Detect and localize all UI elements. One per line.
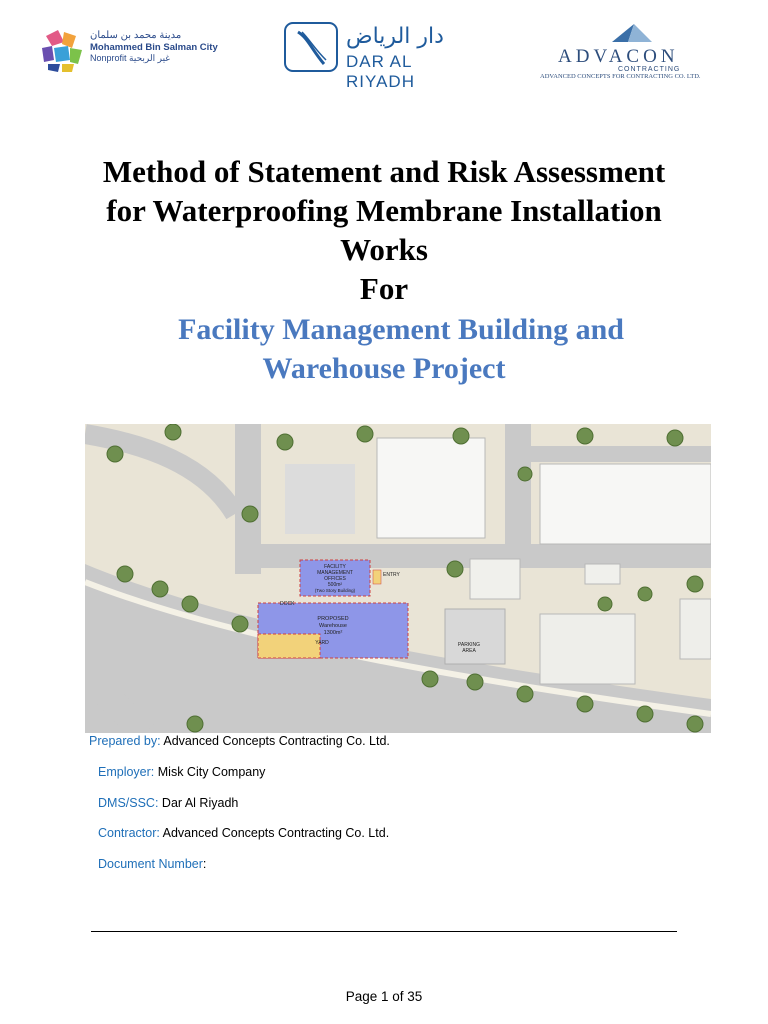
dms-ssc	[98, 796, 238, 811]
dar-arabic-name: دار الرياض	[346, 24, 444, 49]
contractor-value: Advanced Concepts Contracting Co. Ltd.	[162, 826, 390, 840]
employer	[98, 765, 265, 780]
employer-label: Employer:	[98, 765, 155, 779]
mbs-arabic-name: مدينة محمد بن سلمان	[90, 30, 182, 41]
advacon-sub: CONTRACTING	[618, 66, 681, 73]
title-line-4: For	[359, 271, 409, 306]
wh-label-3: 1300m²	[323, 630, 343, 636]
advacon-name: ADVACON	[558, 46, 679, 67]
title-line-1: Method of Statement and Risk Assessment	[102, 154, 666, 189]
project-line-2: Warehouse Project	[262, 352, 506, 385]
fm-label-4: 500m²	[327, 582, 343, 588]
entry-label: ENTRY	[383, 572, 400, 578]
dar-al-riyadh-logo	[284, 22, 480, 91]
dms-value: Dar Al Riyadh	[161, 796, 239, 810]
document-number-label: Document Number	[98, 857, 203, 871]
dar-swoosh-icon	[286, 24, 336, 70]
mbs-logo-text	[90, 30, 218, 64]
title-line-2: for Waterproofing Membrane Installation	[106, 193, 662, 228]
document-number: Document Number:	[98, 857, 207, 871]
fm-label-3: OFFICES	[324, 576, 346, 582]
employer-value: Misk City Company	[157, 765, 266, 779]
parking-label-1: PARKING	[457, 642, 481, 648]
wh-label-1: PROPOSED	[317, 616, 349, 622]
mbs-english-name: Mohammed Bin Salman City	[90, 42, 218, 53]
fm-label-2: MANAGEMENT	[317, 570, 353, 576]
horizontal-rule	[91, 931, 677, 932]
advacon-logo-mark	[608, 22, 656, 44]
contractor-label: Contractor:	[98, 826, 160, 840]
dar-english-name: DAR AL RIYADH	[346, 52, 415, 91]
prepared-by-label: Prepared by:	[89, 734, 161, 748]
wh-label-2: Warehouse	[319, 623, 347, 629]
prepared-by-value: Advanced Concepts Contracting Co. Ltd.	[163, 734, 390, 748]
prepared-by	[89, 734, 390, 749]
fm-label-5: (Two Story Building)	[314, 588, 356, 593]
advacon-full-name: ADVANCED CONCEPTS FOR CONTRACTING CO. LTD.	[540, 73, 701, 80]
title-line-3: Works	[340, 232, 428, 267]
yard-label: YARD	[315, 640, 329, 646]
dock-label: DOCK	[280, 601, 295, 607]
mbs-city-logo	[38, 22, 228, 78]
parking-label-2: AREA	[462, 648, 476, 654]
dar-logo-mark	[284, 22, 338, 72]
dms-label: DMS/SSC:	[98, 796, 159, 810]
mbs-nonprofit: Nonprofit غير الربحية	[90, 53, 170, 63]
mbs-logo-mark	[38, 26, 86, 74]
advacon-logo	[536, 22, 736, 80]
page-number: Page 1 of 35	[345, 989, 423, 1004]
project-line-1: Facility Management Building and	[178, 313, 624, 346]
contractor	[98, 826, 389, 841]
fm-label-1: FACILITY	[324, 564, 346, 570]
document-title	[40, 152, 728, 388]
site-plan-image	[85, 424, 711, 733]
